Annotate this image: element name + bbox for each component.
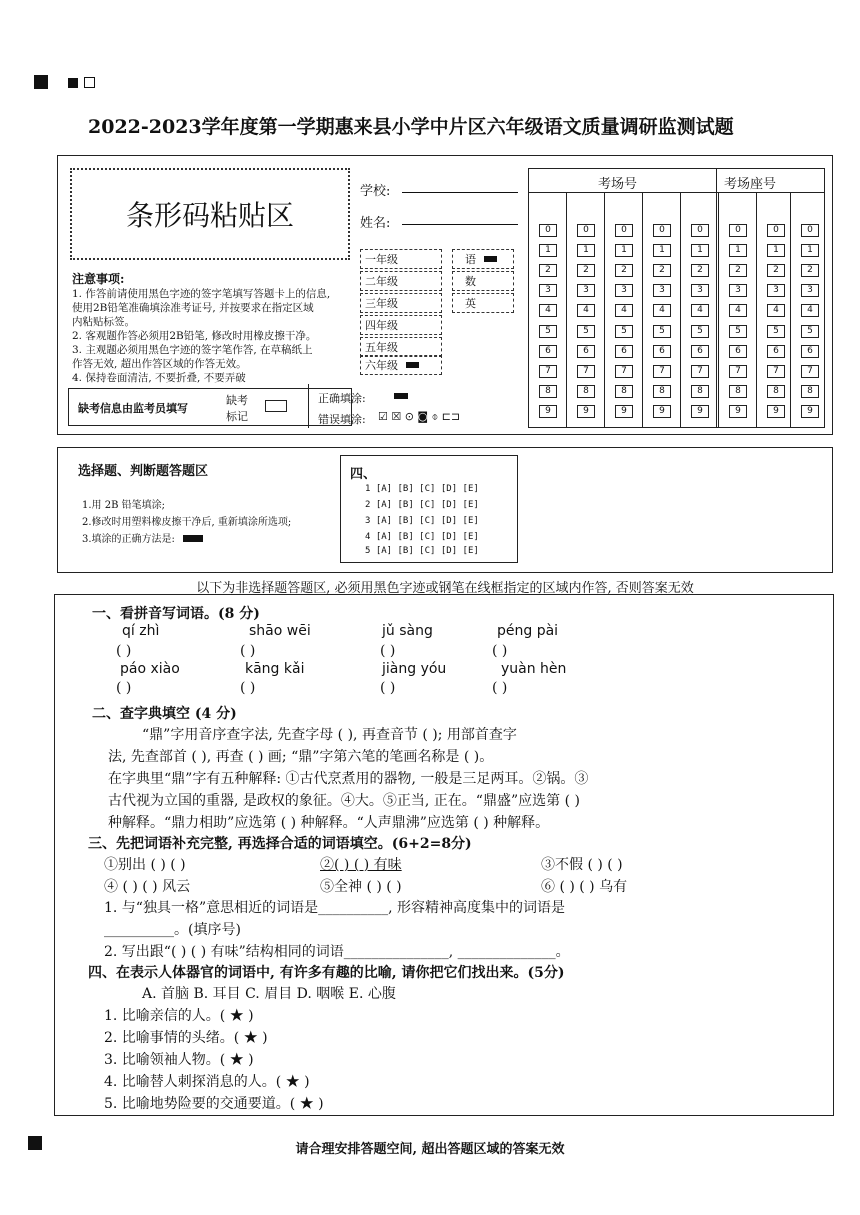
digit-bubble[interactable]: 2 [729, 264, 747, 277]
absent-checkbox[interactable] [265, 400, 287, 412]
seat-header: 考场座号 [724, 177, 777, 192]
digit-bubble[interactable]: 1 [801, 244, 819, 257]
q3-item[interactable]: ②( ) ( ) 有味 [320, 857, 402, 873]
digit-bubble[interactable]: 7 [691, 365, 709, 378]
digit-bubble[interactable]: 9 [539, 405, 557, 418]
choice-rules [82, 497, 291, 548]
q3-item[interactable]: ④ ( ) ( ) 风云 [104, 879, 191, 895]
grade-option-label: 五年级 [365, 341, 398, 354]
name-field[interactable] [402, 208, 518, 225]
grade-option[interactable] [360, 249, 442, 269]
grade-option[interactable] [360, 337, 442, 357]
grid-divider [680, 192, 681, 428]
digit-bubble[interactable]: 3 [801, 284, 819, 297]
non-choice-notice: 以下为非选择题答题区, 必须用黑色字迹或钢笔在线框指定的区域内作答, 否则答案无效 [196, 581, 694, 596]
pinyin: páo xiào [120, 661, 180, 677]
q3-item[interactable]: ③不假 ( ) ( ) [541, 857, 623, 873]
q4-item: 4. 比喻替人刺探消息的人。( ★ ) [104, 1074, 310, 1090]
q3-item[interactable]: ①别出 ( ) ( ) [104, 857, 186, 873]
digit-bubble[interactable]: 6 [767, 345, 785, 358]
pinyin: péng pài [497, 623, 559, 639]
digit-bubble[interactable]: 6 [577, 345, 595, 358]
rule-line [82, 531, 291, 548]
grid-divider [790, 192, 791, 428]
grade-option-label: 一年级 [365, 253, 398, 266]
digit-bubble[interactable]: 4 [691, 304, 709, 317]
subject-option[interactable] [452, 271, 514, 291]
answer-row[interactable]: 2 [A] [B] [C] [D] [E] [365, 500, 479, 510]
q2-line: 古代视为立国的重器, 是政权的象征。④大。⑤正当, 正在。“鼎盛”应选第 ( ) [108, 793, 580, 809]
filled-mark [484, 256, 497, 262]
digit-bubble[interactable]: 1 [615, 244, 633, 257]
grade-option[interactable] [360, 271, 442, 291]
answer-blank[interactable]: ( ) [380, 643, 396, 659]
digit-bubble[interactable]: 4 [729, 304, 747, 317]
note-line: 使用2B铅笔准确填涂准考证号, 并按要求在指定区域 [72, 302, 314, 314]
digit-bubble[interactable]: 5 [729, 325, 747, 338]
digit-bubble[interactable]: 9 [729, 405, 747, 418]
digit-bubble[interactable]: 3 [729, 284, 747, 297]
q3-sub2: 2. 写出跟“( ) ( ) 有味”结构相同的词语_______________, ______________。 [104, 944, 570, 960]
page-title: 2022-2023学年度第一学期惠来县小学中片区六年级语文质量调研监测试题 [88, 116, 734, 138]
digit-bubble[interactable]: 7 [577, 365, 595, 378]
note-line: 1. 作答前请使用黑色字迹的签字笔填写答题卡上的信息, [72, 288, 331, 300]
grid-header-divider [528, 192, 825, 193]
subject-option-label: 英 [465, 297, 476, 310]
digit-bubble[interactable]: 2 [691, 264, 709, 277]
correct-fill-example [183, 535, 203, 542]
grade-option[interactable] [360, 315, 442, 335]
digit-bubble[interactable]: 7 [767, 365, 785, 378]
digit-bubble[interactable]: 3 [577, 284, 595, 297]
digit-bubble[interactable]: 6 [801, 345, 819, 358]
digit-bubble[interactable]: 7 [801, 365, 819, 378]
absent-mark-label-2: 标记 [226, 410, 248, 423]
digit-bubble[interactable]: 1 [729, 244, 747, 257]
digit-bubble[interactable]: 3 [653, 284, 671, 297]
q1-title: 一、看拼音写词语。(8 分) [92, 606, 260, 622]
digit-bubble[interactable]: 9 [801, 405, 819, 418]
answer-row[interactable]: 4 [A] [B] [C] [D] [E] [365, 532, 479, 542]
q3-sub1: 1. 与“独具一格”意思相近的词语是__________, 形容精神高度集中的词语是 [104, 900, 566, 916]
digit-bubble[interactable]: 3 [539, 284, 557, 297]
q4-options: A. 首脑 B. 耳目 C. 眉目 D. 咽喉 E. 心腹 [142, 986, 396, 1002]
grade-option[interactable] [360, 355, 442, 375]
q4-title: 四、在表示人体器官的词语中, 有许多有趣的比喻, 请你把它们找出来。(5分) [88, 965, 565, 981]
footer-notice: 请合理安排答题空间, 超出答题区域的答案无效 [295, 1142, 565, 1157]
q3-item[interactable]: ⑤全神 ( ) ( ) [320, 879, 402, 895]
digit-bubble[interactable]: 4 [615, 304, 633, 317]
digit-bubble[interactable]: 0 [767, 224, 785, 237]
digit-bubble[interactable]: 4 [653, 304, 671, 317]
digit-bubble[interactable]: 9 [653, 405, 671, 418]
digit-bubble[interactable]: 8 [539, 385, 557, 398]
grid-divider [642, 192, 643, 428]
digit-bubble[interactable]: 6 [653, 345, 671, 358]
digit-bubble[interactable]: 6 [691, 345, 709, 358]
wrong-fill-label: 错误填涂: [318, 413, 366, 426]
alignment-mark-small [68, 78, 78, 88]
digit-bubble[interactable]: 0 [691, 224, 709, 237]
digit-bubble[interactable]: 4 [767, 304, 785, 317]
choice-title: 选择题、判断题答题区 [78, 464, 209, 479]
digit-bubble[interactable]: 5 [801, 325, 819, 338]
rule-line: 2.修改时用塑料橡皮擦干净后, 重新填涂所选项; [82, 517, 292, 528]
notes-title: 注意事项: [72, 272, 125, 286]
answer-row[interactable]: 1 [A] [B] [C] [D] [E] [365, 484, 479, 494]
digit-bubble[interactable]: 1 [691, 244, 709, 257]
grid-divider [718, 192, 719, 428]
q4-item: 5. 比喻地势险要的交通要道。( ★ ) [104, 1096, 324, 1112]
answer-blank[interactable]: ( ) [240, 680, 256, 696]
q2-line: “鼎”字用音序查字法, 先查字母 ( ), 再查音节 ( ); 用部首查字 [142, 727, 517, 743]
pinyin: jǔ sàng [382, 623, 433, 639]
digit-bubble[interactable]: 5 [577, 325, 595, 338]
q4-item: 2. 比喻事情的头绪。( ★ ) [104, 1030, 268, 1046]
digit-bubble[interactable]: 9 [615, 405, 633, 418]
exam-room-header: 考场号 [598, 177, 638, 192]
answer-blank[interactable]: ( ) [492, 680, 508, 696]
digit-bubble[interactable]: 5 [691, 325, 709, 338]
absent-label: 缺考信息由监考员填写 [78, 402, 188, 415]
answer-blank[interactable]: ( ) [116, 680, 132, 696]
pinyin: qí zhì [122, 623, 160, 639]
digit-bubble[interactable]: 6 [539, 345, 557, 358]
digit-bubble[interactable]: 8 [801, 385, 819, 398]
grade-option-label: 三年级 [365, 297, 398, 310]
school-field[interactable] [402, 176, 518, 193]
subject-option[interactable] [452, 249, 514, 269]
digit-bubble[interactable]: 8 [729, 385, 747, 398]
subject-option-label: 数 [465, 275, 476, 288]
digit-bubble[interactable]: 2 [767, 264, 785, 277]
q2-title: 二、查字典填空 (4 分) [92, 706, 237, 722]
digit-bubble[interactable]: 7 [615, 365, 633, 378]
grade-option-label: 四年级 [365, 319, 398, 332]
digit-bubble[interactable]: 2 [801, 264, 819, 277]
answer-blank[interactable]: ( ) [380, 680, 396, 696]
digit-bubble[interactable]: 6 [615, 345, 633, 358]
digit-bubble[interactable]: 5 [539, 325, 557, 338]
digit-bubble[interactable]: 0 [653, 224, 671, 237]
digit-bubble[interactable]: 3 [691, 284, 709, 297]
pinyin: yuàn hèn [501, 661, 567, 677]
note-line: 内粘贴标签。 [72, 316, 135, 328]
digit-bubble[interactable]: 2 [615, 264, 633, 277]
grid-divider [756, 192, 757, 428]
notes-list [72, 287, 330, 385]
digit-bubble[interactable]: 7 [729, 365, 747, 378]
q3-sub1-cont: __________。(填序号) [104, 922, 241, 938]
answer-row[interactable]: 3 [A] [B] [C] [D] [E] [365, 516, 479, 526]
school-label: 学校: [360, 184, 391, 199]
grid-divider [604, 192, 605, 428]
digit-bubble[interactable]: 2 [577, 264, 595, 277]
grid-divider [566, 192, 567, 428]
digit-bubble[interactable]: 8 [653, 385, 671, 398]
filled-mark [406, 362, 419, 368]
grade-option[interactable] [360, 293, 442, 313]
q2-line: 种解释。“鼎力相助”应选第 ( ) 种解释。“人声鼎沸”应选第 ( ) 种解释。 [108, 815, 550, 831]
q3-title: 三、先把词语补充完整, 再选择合适的词语填空。(6+2=8分) [88, 836, 472, 852]
q4-item: 1. 比喻亲信的人。( ★ ) [104, 1008, 254, 1024]
rule-line-text: 3.填涂的正确方法是: [82, 534, 175, 545]
q2-line: 在字典里“鼎”字有五种解释: ①古代烹煮用的器物, 一般是三足两耳。②锅。③ [108, 771, 589, 787]
pinyin: kāng kǎi [245, 661, 305, 677]
correct-fill-sample [394, 393, 408, 399]
digit-bubble[interactable]: 1 [653, 244, 671, 257]
note-line: 3. 主观题必须用黑色字迹的签字笔作答, 在草稿纸上 [72, 344, 313, 356]
digit-bubble[interactable]: 7 [539, 365, 557, 378]
q4-item: 3. 比喻领袖人物。( ★ ) [104, 1052, 254, 1068]
digit-bubble[interactable]: 8 [767, 385, 785, 398]
q2-line: 法, 先查部首 ( ), 再查 ( ) 画; “鼎”字第六笔的笔画名称是 ( )。 [108, 749, 494, 765]
subject-option-label: 语 [465, 253, 476, 266]
digit-bubble[interactable]: 0 [577, 224, 595, 237]
barcode-area: 条形码粘贴区 [70, 168, 350, 260]
digit-bubble[interactable]: 1 [577, 244, 595, 257]
digit-bubble[interactable]: 6 [729, 345, 747, 358]
digit-bubble[interactable]: 3 [615, 284, 633, 297]
digit-bubble[interactable]: 9 [691, 405, 709, 418]
answer-box-title: 四、 [350, 467, 377, 482]
grid-section-divider [716, 168, 717, 428]
digit-bubble[interactable]: 8 [691, 385, 709, 398]
digit-bubble[interactable]: 7 [653, 365, 671, 378]
pinyin: jiàng yóu [382, 661, 447, 677]
note-line: 4. 保持卷面清洁, 不要折叠, 不要弄破 [72, 372, 246, 384]
digit-bubble[interactable]: 0 [801, 224, 819, 237]
note-line: 作答无效, 超出作答区域的作答无效。 [72, 358, 247, 370]
correct-fill-label: 正确填涂: [318, 392, 366, 405]
digit-bubble[interactable]: 8 [615, 385, 633, 398]
digit-bubble[interactable]: 4 [577, 304, 595, 317]
digit-bubble[interactable]: 0 [539, 224, 557, 237]
alignment-mark-hollow [84, 77, 95, 88]
rule-line: 1.用 2B 铅笔填涂; [82, 500, 165, 511]
digit-bubble[interactable]: 0 [615, 224, 633, 237]
digit-bubble[interactable]: 9 [767, 405, 785, 418]
answer-row[interactable]: 5 [A] [B] [C] [D] [E] [365, 546, 479, 556]
digit-bubble[interactable]: 4 [539, 304, 557, 317]
pinyin: shāo wēi [249, 623, 311, 639]
digit-bubble[interactable]: 1 [767, 244, 785, 257]
digit-bubble[interactable]: 2 [653, 264, 671, 277]
digit-bubble[interactable]: 5 [653, 325, 671, 338]
digit-bubble[interactable]: 2 [539, 264, 557, 277]
answer-blank[interactable]: ( ) [240, 643, 256, 659]
digit-bubble[interactable]: 4 [801, 304, 819, 317]
note-line: 2. 客观题作答必须用2B铅笔, 修改时用橡皮擦干净。 [72, 330, 317, 342]
answer-blank[interactable]: ( ) [492, 643, 508, 659]
digit-bubble[interactable]: 3 [767, 284, 785, 297]
subject-option[interactable] [452, 293, 514, 313]
name-label: 姓名: [360, 216, 391, 231]
digit-bubble[interactable]: 1 [539, 244, 557, 257]
grade-option-label: 二年级 [365, 275, 398, 288]
digit-bubble[interactable]: 8 [577, 385, 595, 398]
digit-bubble[interactable]: 9 [577, 405, 595, 418]
wrong-fill-samples: ☑ ☒ ⊙ ◙ ⌽ ⊏⊐ [378, 410, 461, 423]
absent-mark-label-1: 缺考 [226, 394, 248, 407]
answer-blank[interactable]: ( ) [116, 643, 132, 659]
digit-bubble[interactable]: 5 [767, 325, 785, 338]
alignment-mark-top-left [34, 75, 48, 89]
q3-item[interactable]: ⑥ ( ) ( ) 乌有 [541, 879, 628, 895]
grade-option-label: 六年级 [365, 359, 398, 372]
digit-bubble[interactable]: 5 [615, 325, 633, 338]
digit-bubble[interactable]: 0 [729, 224, 747, 237]
